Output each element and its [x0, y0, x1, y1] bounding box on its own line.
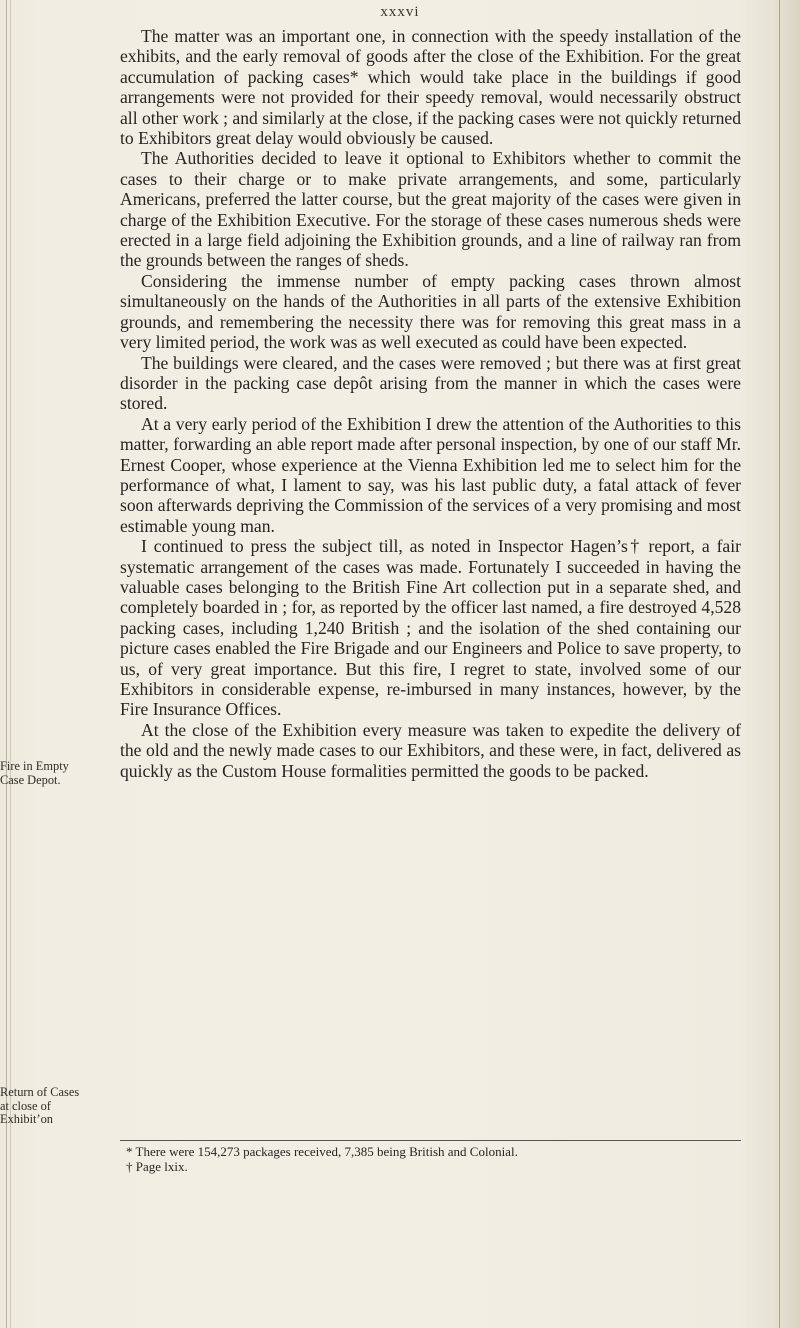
paragraph: The matter was an important one, in connection with the speedy installation of the exhibits, and the early removal of goods after the close of the Exhibition. For the great accumulation of packing cases* which would take place in the buildings if good arrangements were not provided for their speedy removal, would necessarily obstruct all other work ; and similarly at the close, if the packing cases were not quickly returned to Exhibitors great delay would obviously be caused. — [120, 26, 741, 149]
page-number: xxxvi — [380, 4, 420, 20]
paragraph: Considering the immense number of empty packing cases thrown almost simultaneously on the hands of the Authorities in all parts of the extensive Exhibition grounds, and remembering the necessity there was for removing this great mass in a very limited period, the work was as well executed as could have been expected. — [120, 270, 741, 353]
paragraph: At the close of the Exhibition every measure was taken to expedite the delivery of the old and the newly made cases to our Exhibitors, and these were, in fact, delivered as quickly as the Custom House formalities permitted the goods to be packed. — [120, 719, 741, 781]
footnote: * There were 154,273 packages received, 7,385 being British and Colonial. — [126, 1144, 518, 1159]
margin-note-line: at close of — [0, 1098, 51, 1113]
right-gutter-line — [779, 0, 780, 1328]
margin-note-line: Case Depot. — [0, 772, 61, 787]
margin-note-line: Fire in Empty — [0, 759, 69, 773]
margin-note-line: Exhibit’on — [0, 1112, 53, 1127]
paragraph: The buildings were cleared, and the cases were removed ; but there was at first great disorder in the packing case depôt arising from the manner in which the cases were stored. — [120, 352, 741, 414]
left-gutter-line-2 — [10, 0, 11, 1328]
paragraph: At a very early period of the Exhibition I drew the attention of the Authorities to this matter, forwarding an able report made after personal inspection, by one of our staff Mr. Ernest Cooper, whose experience at the Vienna Exhibition led me to select him for the performance of what, I lament to say, was his last public duty, a fatal attack of fever soon afterwards depriving the Commission of the services of a very promising and most estimable young man. — [120, 413, 741, 536]
margin-note-fire — [0, 760, 116, 787]
footnote-rule — [120, 1140, 741, 1141]
paragraph: The Authorities decided to leave it optional to Exhibitors whether to commit the cases to their charge or to make private arrangements, and some, particularly Americans, preferred the latter course, but the great majority of the cases were given in charge of the Exhibition Executive. For the storage of these cases numerous sheds were erected in a large field adjoining the Exhibition grounds, and a line of railway ran from the grounds between the ranges of sheds. — [120, 148, 741, 271]
footnote: † Page lxix. — [126, 1159, 188, 1174]
margin-note-line: Return of Cases — [0, 1085, 80, 1099]
footnotes — [120, 1140, 741, 1174]
main-text — [120, 26, 741, 781]
left-gutter-line — [6, 0, 7, 1328]
margin-note-return — [0, 1086, 116, 1127]
paragraph: I continued to press the subject till, as noted in Inspector Hagen’s† report, a fair systematic arrangement of the cases was made. Fortunately I succeeded in having the valuable cases belonging to the British Fine Art collection put in a separate shed, and completely boarded in ; for, as reported by the officer last named, a fire destroyed 4,528 packing cases, including 1,240 British ; and the isolation of the shed containing our picture cases enabled the Fire Brigade and our Engineers and Police to save property, to us, of very great importance. But this fire, I regret to state, involved some of our Exhibitors in considerable expense, re-imbursed in many instances, however, by the Fire Insurance Offices. — [120, 536, 741, 720]
